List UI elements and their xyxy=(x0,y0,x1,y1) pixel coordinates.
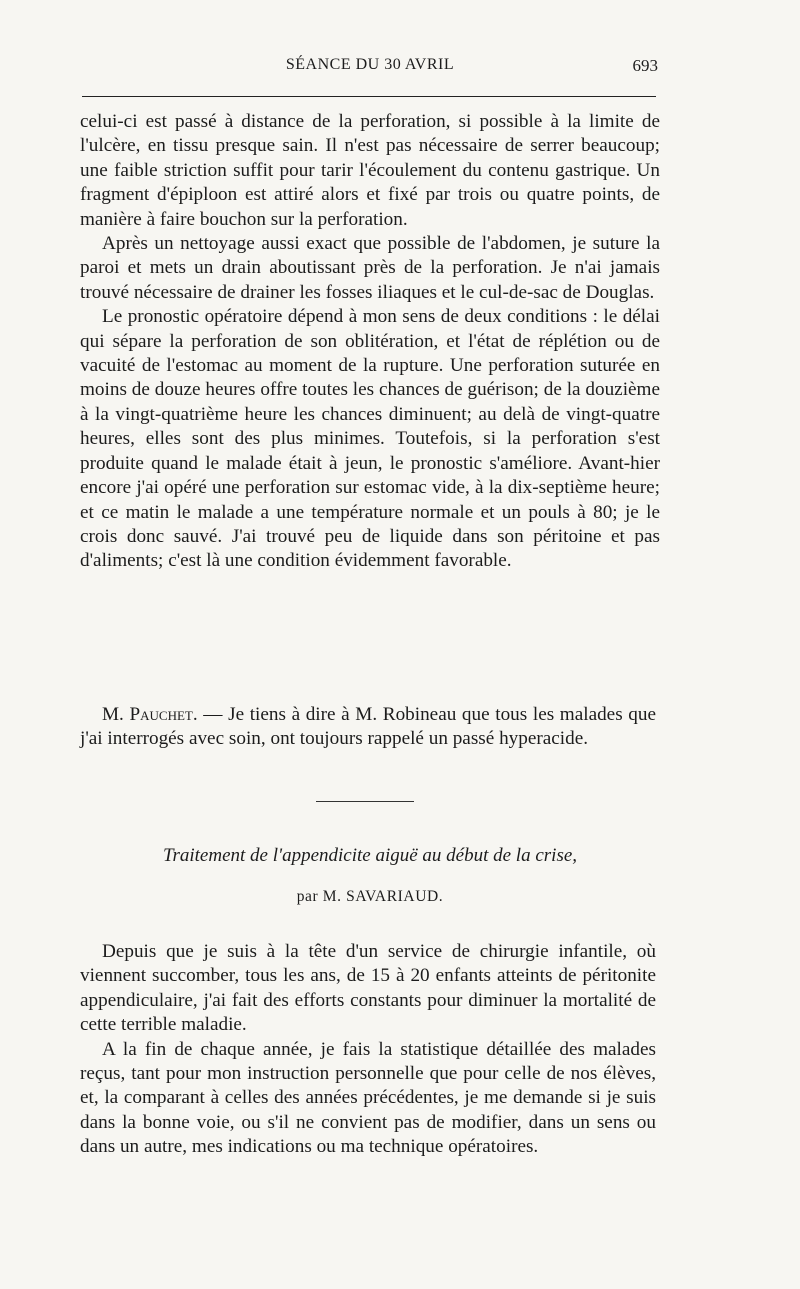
byline xyxy=(80,888,660,906)
paragraph: Depuis que je suis à la tête d'un service de chirurgie infantile, où viennent succomber, tous les ans, de 15 à 20 enfants atteints de péritonite appendiculaire, j'ai fait des efforts constants pour diminuer la mortalité de cette terrible maladie. xyxy=(80,941,656,1036)
paragraph: A la fin de chaque année, je fais la statistique détaillée des malades reçus, tant pour mon instruction personnelle que pour celle de nos élèves, et, la comparant à celles des années précédentes, je me demande si je suis dans la bonne voie, ou s'il ne convient pas de modifier, dans un sens ou dans un autre, mes indications ou ma technique opératoires. xyxy=(80,1038,656,1158)
paragraph: Après un nettoyage aussi exact que possible de l'abdomen, je suture la paroi et mets un drain aboutissant près de la perforation. Je n'ai jamais trouvé nécessaire de drainer les fosses iliaques et le cul-de-sac de Douglas. xyxy=(80,233,660,303)
running-header xyxy=(82,56,658,82)
speaker-name: M. Pauchet. xyxy=(102,704,198,725)
page-number: 693 xyxy=(632,56,658,75)
paragraph: celui-ci est passé à distance de la perforation, si possible à la limite de l'ulcère, en tissu presque sain. Il n'est pas nécessaire de serrer beaucoup; une faible striction suffit pour tarir l'écoulement du contenu gastrique. Un fragment d'épiploon est attiré alors et fixé par trois ou quatre points, de manière à faire bouchon sur la perforation. xyxy=(80,111,660,230)
author-name: SAVARIAUD. xyxy=(346,888,444,905)
pauchet-remark xyxy=(80,703,656,752)
header-rule xyxy=(82,96,656,97)
running-title: SÉANCE DU 30 AVRIL xyxy=(285,56,455,73)
article-title: Traitement de l'appendicite aiguë au début de la crise, xyxy=(162,845,578,866)
paragraph xyxy=(80,703,656,752)
paragraph: Le pronostic opératoire dépend à mon sens de deux conditions : le délai qui sépare la perforation de son oblitération, et l'état de réplétion ou de vacuité de l'estomac au moment de la rupture. Une perforation suturée en moins de douze heures offre toutes les chances de guérison; de la douzième à la vingt-quatrième heure les chances diminuent; au delà de vingt-quatre heures, elles sont des plus minimes. Toutefois, si la perforation s'est produite quand le malade était à jeun, le pronostic s'améliore. Avant-hier encore j'ai opéré une perforation sur estomac vide, à la dix-septième heure; et ce matin le malade a une température normale et un pouls à 80; je le crois donc sauvé. J'ai trouvé peu de liquide dans son péritoine et pas d'aliments; c'est là une condition évidemment favorable. xyxy=(80,306,660,572)
article-body xyxy=(80,940,656,1160)
remark-text: — Je tiens à dire à M. Robineau que tous les malades que j'ai interrogés avec soin, ont toujours rappelé un passé hyperacide. xyxy=(80,704,656,750)
section-separator xyxy=(316,801,414,802)
byline-prefix: par M. xyxy=(296,888,347,905)
continuation-text xyxy=(80,110,660,574)
